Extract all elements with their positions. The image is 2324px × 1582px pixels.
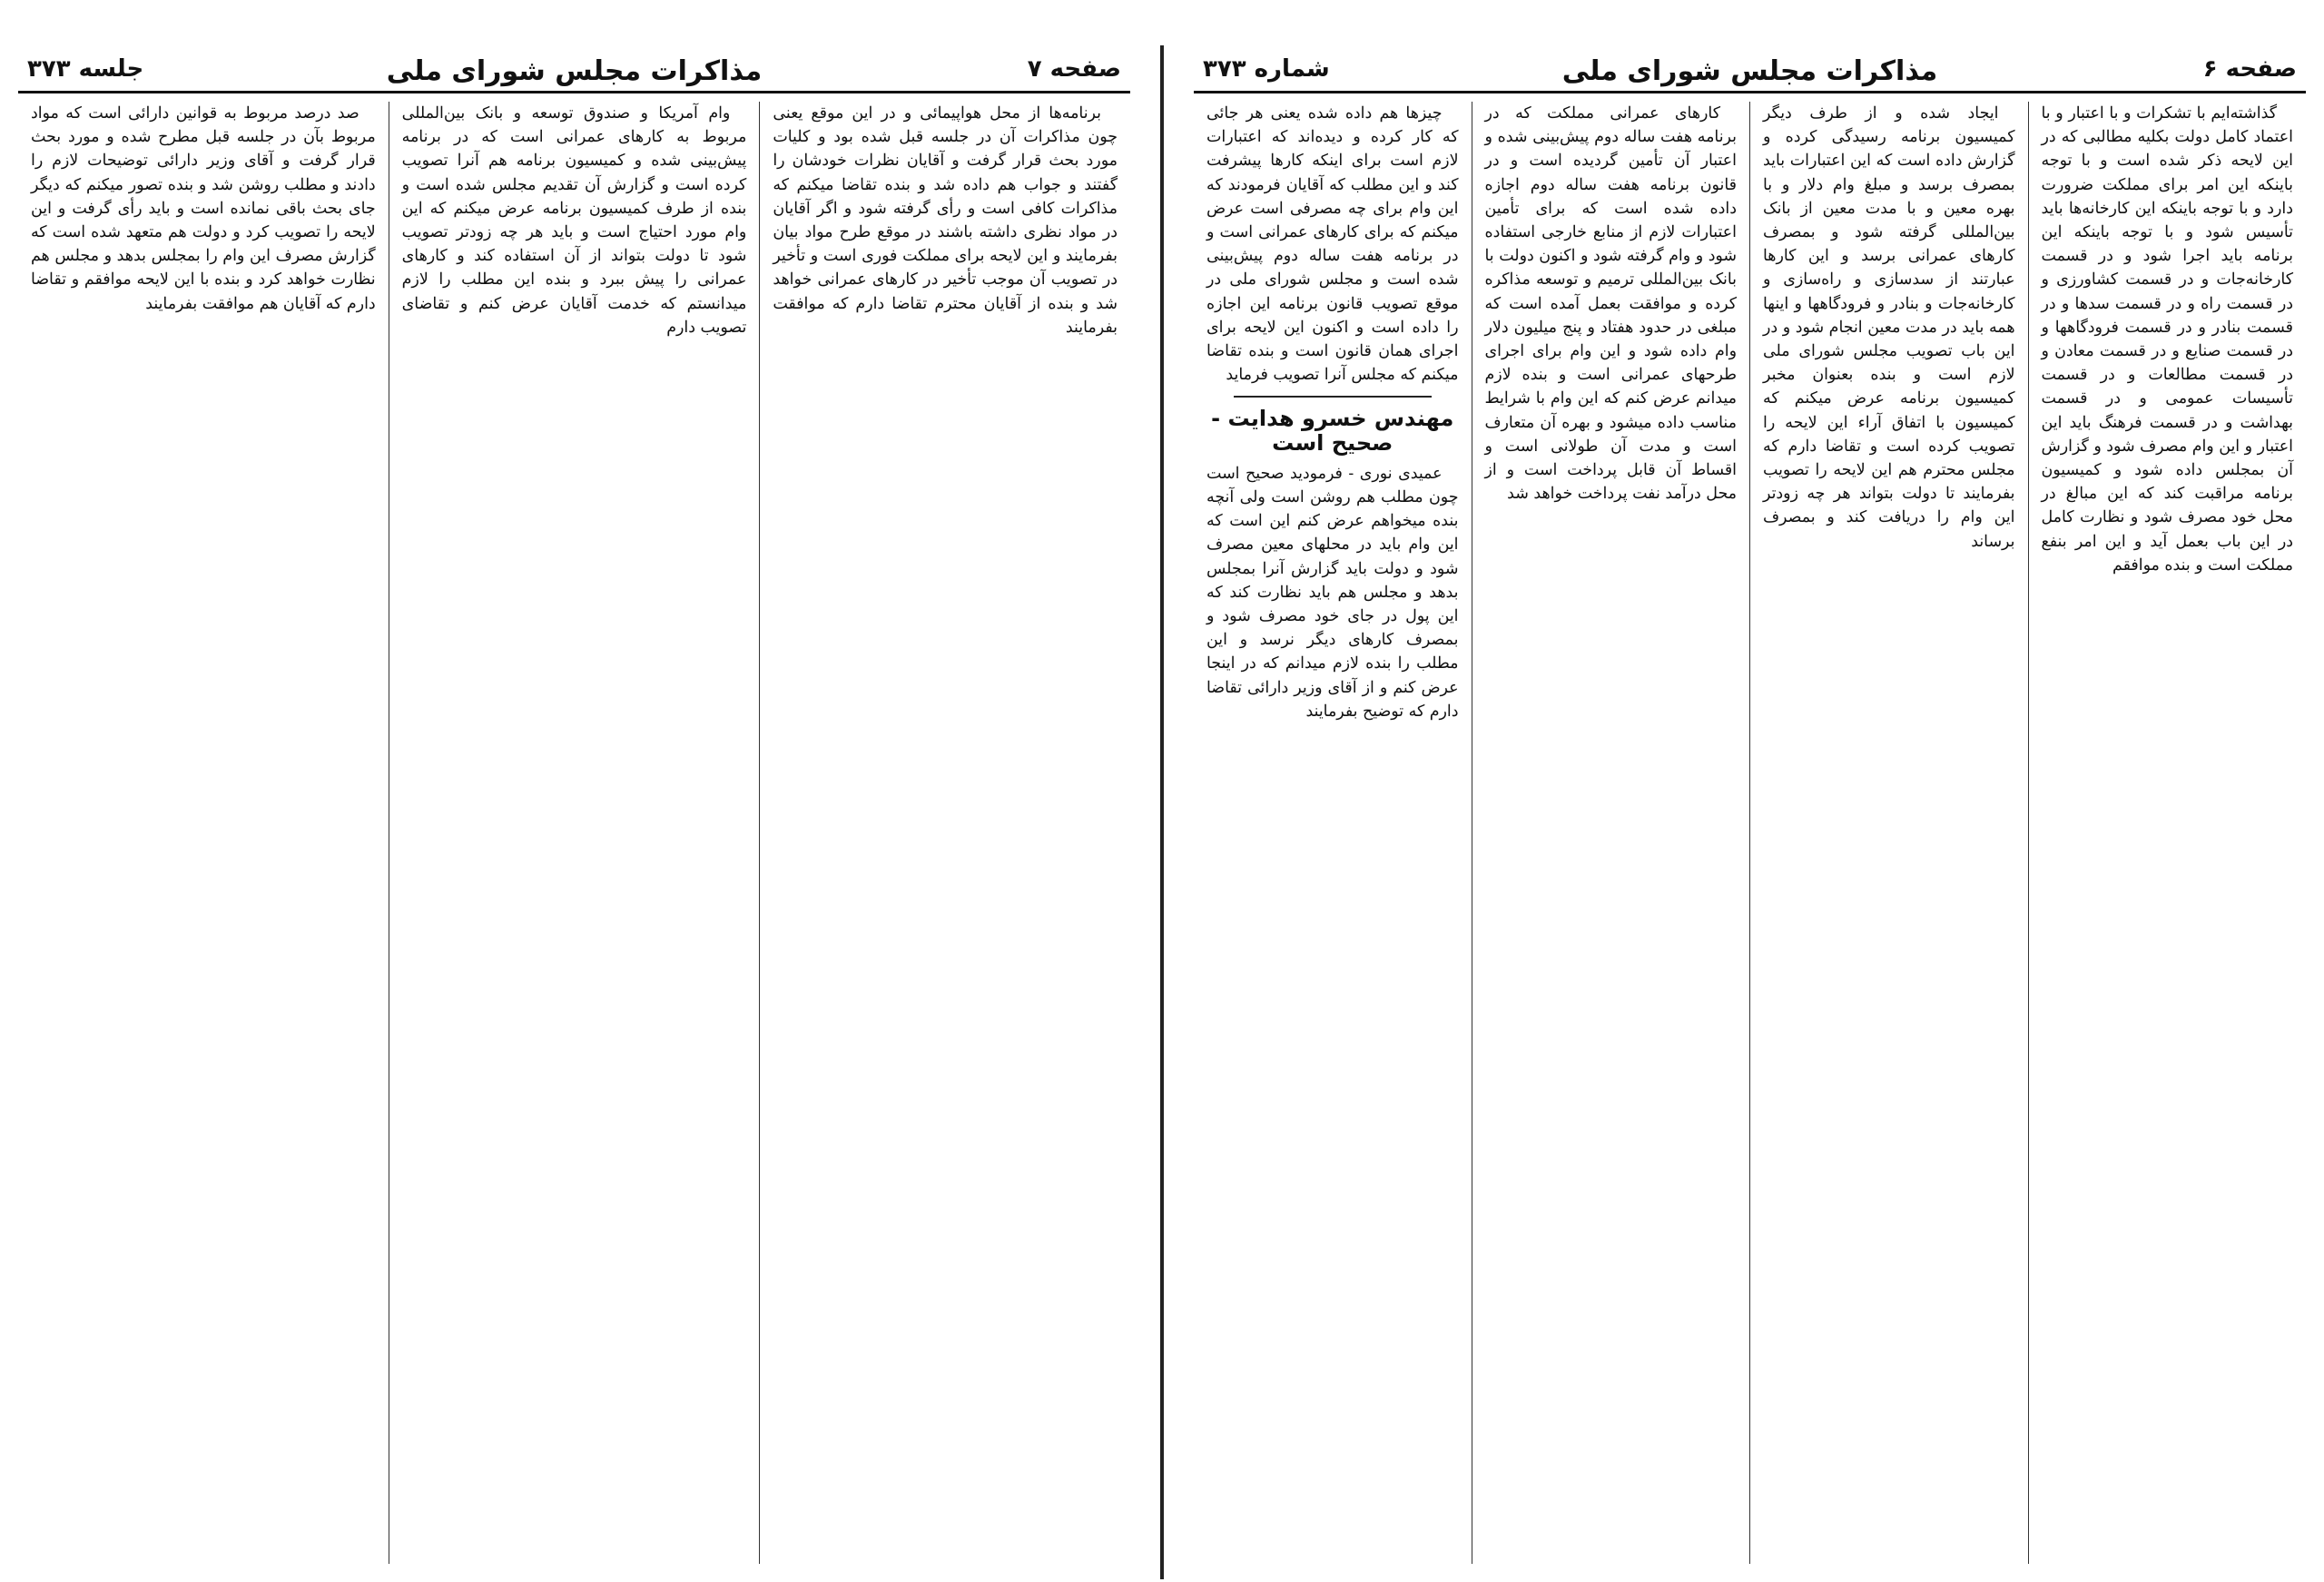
right-column-4-text: چیزها هم داده شده یعنی هر جائی که کار کرده و دیده‌اند که اعتبارات لازم است برای اینکه کارها پیشرفت کند و این مطلب که آقایان فرمودند که این وام برای چه مصرفی است عرض میکنم که برای کارهای عمرانی است و در برنامه هفت ساله دوم پیش‌بینی شده است و مجلس شورای ملی در موقع تصویب قانون برنامه این اجازه را داده است و اکنون این لایحه برای اجرای همان قانون است و بنده تقاضا میکنم که مجلس آنرا تصویب فرماید <box>1206 104 1459 385</box>
right-page <box>1176 0 2324 1582</box>
left-page <box>0 0 1148 1582</box>
right-page-number: صفحه ۶ <box>2202 55 2297 83</box>
speaker-heading: مهندس خسرو هدایت - صحیح است <box>1211 406 1454 456</box>
right-page-header <box>1194 50 2306 93</box>
right-column-2 <box>1749 102 2028 1564</box>
right-header-rule <box>1194 91 2306 93</box>
left-column-1 <box>759 102 1130 1564</box>
page-spine-divider <box>1160 45 1164 1579</box>
page-gutter <box>1148 45 1176 1579</box>
right-column-3-text: کارهای عمرانی مملکت که در برنامه هفت ساله دوم پیش‌بینی شده و اعتبار آن تأمین گردیده است و در قانون برنامه هفت ساله دوم اجازه داده شده است که برای تأمین اعتبارات لازم از منابع خارجی استفاده شود و وام گرفته شود و اکنون دولت با بانک بین‌المللی ترمیم و توسعه مذاکره کرده و موافقت بعمل آمده است که مبلغی در حدود هفتاد و پنج میلیون دلار وام داده شود و این وام برای اجرای طرحهای عمرانی است و بنده لازم میدانم عرض کنم که این وام با شرایط مناسب داده میشود و بهره آن متعارف است و مدت آن طولانی است و اقساط آن قابل پرداخت است و از محل درآمد نفت پرداخت خواهد شد <box>1484 104 1737 504</box>
right-column-1-text: گذاشته‌ایم با تشکرات و با اعتبار و با اعتماد کامل دولت بکلیه مطالبی که در این لایحه ذکر شده است و با توجه باینکه این امر برای مملکت ضرورت دارد و با توجه باینکه این کارخانه‌ها باید تأسیس شود و با توجه باینکه این برنامه باید اجرا شود و در قسمت کارخانه‌جات و در قسمت کشاورزی و در قسمت راه و در قسمت سدها و در قسمت بنادر و در قسمت فرودگاهها و در قسمت صنایع و در قسمت معادن و در قسمت مطالعات و در قسمت تأسیسات عمومی و در قسمت بهداشت و در قسمت فرهنگ باید این اعتبار و این وام مصرف شود و گزارش آن بمجلس داده شود و کمیسیون برنامه مراقبت کند که این مبالغ در محل خود مصرف شود و نظارت کامل در این باب بعمل آید و این امر بنفع مملکت است و بنده موافقم <box>2041 104 2293 575</box>
left-column-3 <box>18 102 389 1564</box>
right-column-4-speech: عمیدی نوری - فرمودید صحیح است چون مطلب هم روشن است ولی آنچه بنده میخواهم عرض کنم این است که این وام باید در محلهای معین مصرف شود و دولت باید گزارش آنرا بمجلس بدهد و مجلس هم باید نظارت کند که این پول در جای خود مصرف شود و بمصرف کارهای دیگر نرسد و این مطلب را بنده لازم میدانم که در اینجا عرض کنم و از آقای وزیر دارائی تقاضا دارم که توضیح بفرمایند <box>1206 464 1459 721</box>
left-header-rule <box>18 91 1130 93</box>
right-column-2-text: ایجاد شده و از طرف دیگر کمیسیون برنامه رسیدگی کرده و گزارش داده است که این اعتبارات باید بمصرف برسد و مبلغ وام دلار و با بهره معین و با مدت معین از بانک بین‌المللی گرفته شود و بمصرف کارهای عمرانی برسد و این کارها عبارتند از سدسازی و راه‌سازی و کارخانه‌جات و بنادر و فرودگاهها و اینها همه باید در مدت معین انجام شود و در این باب تصویب مجلس شورای ملی لازم است و بنده بعنوان مخبر کمیسیون برنامه عرض میکنم که کمیسیون با اتفاق آراء این لایحه را تصویب کرده است و تقاضا دارم که مجلس محترم هم این لایحه را تصویب بفرمایند تا دولت بتواند هر چه زودتر این وام را دریافت کند و بمصرف برساند <box>1763 104 2015 551</box>
left-page-title: مذاکرات مجلس شورای ملی <box>386 55 763 87</box>
left-column-2 <box>389 102 760 1564</box>
right-column-1 <box>2028 102 2307 1564</box>
left-column-1-text: برنامه‌ها از محل هواپیمائی و در این موقع یعنی چون مذاکرات آن در جلسه قبل شده بود و کلیات مورد بحث قرار گرفت و آقایان نظرات خودشان را گفتند و جواب هم داده شد و بنده تقاضا میکنم که مذاکرات کافی است و رأی گرفته شود و اگر آقایان در مواد نظری داشته باشند در موقع طرح مواد بیان بفرمایند و این لایحه برای مملکت فوری است و تأخیر در تصویب آن موجب تأخیر در کارهای عمرانی خواهد شد و بنده از آقایان محترم تقاضا دارم که موافقت بفرمایند <box>773 104 1118 337</box>
left-page-columns <box>18 102 1130 1564</box>
right-page-columns <box>1194 102 2306 1564</box>
left-column-2-text: وام آمریکا و صندوق توسعه و بانک بین‌المللی مربوط به کارهای عمرانی است که در برنامه پیش‌بینی شده و کمیسیون برنامه هم آنرا تصویب کرده است و گزارش آن تقدیم مجلس شده است و بنده از طرف کمیسیون برنامه عرض میکنم که این وام مورد احتیاج است و باید هر چه زودتر تصویب شود تا دولت بتواند از آن استفاده کند و کارهای عمرانی را پیش ببرد و بنده این مطلب را لازم میدانستم که خدمت آقایان عرض کنم و تقاضای تصویب دارم <box>401 104 747 337</box>
right-column-3 <box>1472 102 1750 1564</box>
right-page-issue: شماره ۳۷۳ <box>1203 55 1330 83</box>
left-page-issue: جلسه ۳۷۳ <box>27 55 144 83</box>
left-page-header <box>18 50 1130 93</box>
right-column-4 <box>1194 102 1472 1564</box>
section-rule <box>1234 396 1432 398</box>
left-column-3-text: صد درصد مربوط به قوانین دارائی است که مواد مربوط بآن در جلسه قبل مطرح شده و مورد بحث قرار گرفت و آقای وزیر دارائی توضیحات لازم را دادند و مطلب روشن شد و بنده تصور میکنم که دیگر جای بحث باقی نمانده است و باید رأی گرفت و این لایحه را تصویب کرد و دولت هم متعهد شده است که گزارش مصرف این وام را بمجلس بدهد و مجلس هم نظارت خواهد کرد و بنده با این لایحه موافقم و تقاضا دارم که آقایان هم موافقت بفرمایند <box>30 104 376 313</box>
left-page-number: صفحه ۷ <box>1027 55 1121 83</box>
right-page-title: مذاکرات مجلس شورای ملی <box>1561 55 1938 87</box>
